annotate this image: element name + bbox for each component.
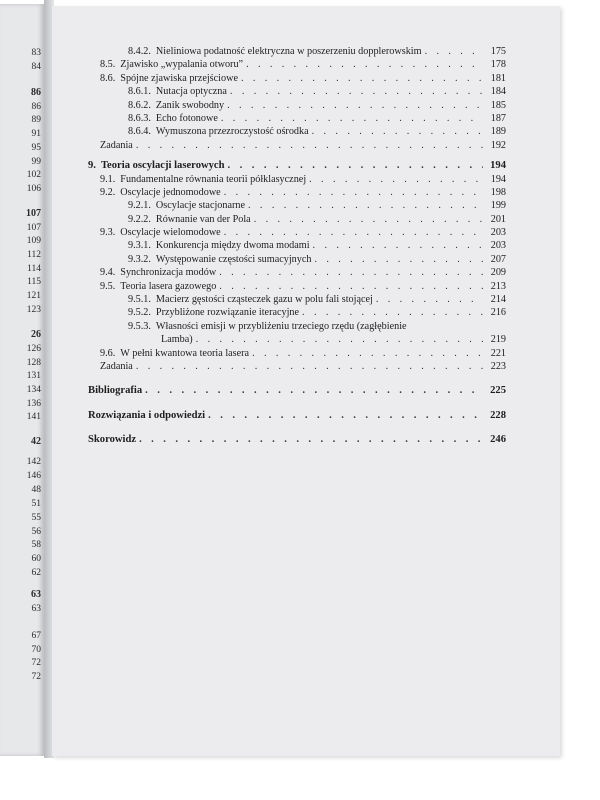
left-page-number: 107 xyxy=(26,208,41,219)
dot-leader xyxy=(252,348,483,359)
entry-page: 207 xyxy=(490,253,506,265)
entry-page: 198 xyxy=(490,186,506,198)
left-page-number: 99 xyxy=(31,157,41,167)
dot-leader xyxy=(136,140,483,151)
entry-page: 201 xyxy=(490,213,506,225)
toc-entry xyxy=(88,187,506,200)
chapter-title: Skorowidz xyxy=(88,434,137,446)
entry-number: 8.6.4. xyxy=(128,126,151,138)
toc-entry xyxy=(88,321,506,334)
dot-leader xyxy=(246,59,483,70)
left-page-number: 58 xyxy=(31,540,41,550)
toc-entry xyxy=(88,227,506,240)
left-page-number: 83 xyxy=(31,48,41,58)
left-page-number: 84 xyxy=(31,62,41,72)
toc-entry xyxy=(88,73,506,86)
entry-page: 214 xyxy=(490,294,506,306)
entry-title: Konkurencja między dwoma modami xyxy=(155,240,310,252)
chapter-title: Rozwiązania i odpowiedzi xyxy=(88,409,206,421)
dot-leader xyxy=(376,294,483,305)
entry-title: Oscylacje wielomodowe xyxy=(120,227,221,239)
entry-title: Nutacja optyczna xyxy=(155,86,227,98)
entry-title: Występowanie częstości sumacyjnych xyxy=(155,253,312,265)
entry-page: 223 xyxy=(490,360,506,372)
dot-leader xyxy=(224,187,483,198)
left-page-number: 67 xyxy=(31,631,41,641)
entry-page: 219 xyxy=(490,334,506,346)
dot-leader xyxy=(309,174,483,185)
table-of-contents xyxy=(88,46,506,448)
chapter-page: 246 xyxy=(490,434,506,446)
left-page-number: 42 xyxy=(31,436,41,447)
left-page-number: 63 xyxy=(31,589,41,600)
left-page-number: 95 xyxy=(31,143,41,153)
chapter-page: 194 xyxy=(490,160,506,172)
dot-leader xyxy=(219,281,483,292)
left-page-number: 131 xyxy=(26,371,41,381)
left-page-number: 48 xyxy=(31,485,41,495)
entry-number: 9.3.2. xyxy=(128,253,151,265)
toc-entry xyxy=(88,59,506,72)
left-page-number: 86 xyxy=(31,87,41,98)
entry-page: 216 xyxy=(490,307,506,319)
entry-title: Macierz gęstości cząsteczek gazu w polu fali stojącej xyxy=(155,294,373,306)
entry-title: Synchronizacja modów xyxy=(120,267,217,279)
chapter-title: Teoria oscylacji laserowych xyxy=(100,160,225,172)
dot-leader xyxy=(145,385,483,396)
toc-chapter xyxy=(88,410,506,423)
entry-title: Echo fotonowe xyxy=(155,112,218,124)
toc-entry-continuation xyxy=(88,334,506,347)
dot-leader xyxy=(425,46,483,57)
toc-entry xyxy=(88,307,506,320)
dot-leader xyxy=(248,200,483,211)
chapter-page: 228 xyxy=(490,409,506,421)
entry-page: 221 xyxy=(490,347,506,359)
dot-leader xyxy=(219,267,483,278)
left-page-number: 55 xyxy=(31,513,41,523)
entry-page: 187 xyxy=(490,112,506,124)
entry-title: Teoria lasera gazowego xyxy=(120,280,217,292)
entry-page: 175 xyxy=(490,46,506,57)
entry-title-continuation: Lamba) xyxy=(161,334,193,346)
toc-entry xyxy=(88,267,506,280)
entry-page: 189 xyxy=(490,126,506,138)
dot-leader xyxy=(228,160,483,171)
left-page-number: 126 xyxy=(26,344,41,354)
entry-number: 9.3.1. xyxy=(128,240,151,252)
left-page-number: 121 xyxy=(26,291,41,301)
toc-entry xyxy=(88,361,506,374)
entry-number: 9.2.1. xyxy=(128,200,151,212)
left-facing-page xyxy=(0,4,44,756)
entry-page: 181 xyxy=(490,72,506,84)
left-page-number: 91 xyxy=(31,129,41,139)
entry-number: 8.6.2. xyxy=(128,99,151,111)
dot-leader xyxy=(241,73,483,84)
entry-number: 9.5.1. xyxy=(128,294,151,306)
left-page-number: 142 xyxy=(26,457,41,467)
toc-entry xyxy=(88,100,506,113)
entry-number: 9.5. xyxy=(100,280,116,292)
chapter-title: Bibliografia xyxy=(88,385,143,397)
left-page-number: 51 xyxy=(31,499,41,509)
toc-chapter xyxy=(88,385,506,398)
left-page-number: 141 xyxy=(26,412,41,422)
dot-leader xyxy=(314,254,483,265)
left-page-number: 109 xyxy=(26,236,41,246)
left-page-number: 60 xyxy=(31,554,41,564)
left-page-number: 86 xyxy=(31,102,41,112)
left-page-number: 72 xyxy=(31,658,41,668)
left-page-number: 106 xyxy=(26,184,41,194)
left-page-number: 115 xyxy=(27,277,41,287)
entry-number: 9.5.2. xyxy=(128,307,151,319)
left-page-number: 107 xyxy=(26,223,41,233)
entry-title: Własności emisji w przybliżeniu trzeciego rzędu (zagłębienie xyxy=(155,320,407,332)
toc-entry xyxy=(88,113,506,126)
table-of-contents-page xyxy=(52,6,560,756)
entry-number: 8.5. xyxy=(100,59,116,71)
left-page-number: 114 xyxy=(27,264,41,274)
entry-title: Zadania xyxy=(100,360,133,372)
dot-leader xyxy=(227,100,483,111)
toc-entry xyxy=(88,174,506,187)
left-page-number: 136 xyxy=(26,399,41,409)
dot-leader xyxy=(312,126,483,137)
dot-leader xyxy=(221,113,483,124)
toc-chapter xyxy=(88,160,506,173)
entry-title: Spójne zjawiska przejściowe xyxy=(120,72,238,84)
dot-leader xyxy=(313,240,483,251)
toc-entry xyxy=(88,240,506,253)
entry-number: 9.6. xyxy=(100,347,116,359)
entry-title: Wymuszona przezroczystość ośrodka xyxy=(155,126,309,138)
toc-chapter xyxy=(88,434,506,447)
chapter-page: 225 xyxy=(490,385,506,397)
left-page-number: 72 xyxy=(31,672,41,682)
entry-page: 199 xyxy=(490,200,506,212)
toc-entry xyxy=(88,348,506,361)
toc-entry xyxy=(88,214,506,227)
left-page-number: 128 xyxy=(26,358,41,368)
entry-title: Zanik swobodny xyxy=(155,99,225,111)
chapter-number: 9. xyxy=(88,160,96,172)
dot-leader xyxy=(196,334,483,345)
toc-entry xyxy=(88,140,506,153)
left-page-number: 102 xyxy=(26,170,41,180)
left-page-number: 62 xyxy=(31,568,41,578)
entry-page: 185 xyxy=(490,99,506,111)
left-page-number: 123 xyxy=(26,305,41,315)
left-page-number: 112 xyxy=(27,250,41,260)
toc-entry xyxy=(88,254,506,267)
entry-number: 9.2. xyxy=(100,186,116,198)
dot-leader xyxy=(208,410,483,421)
entry-title: Oscylacje jednomodowe xyxy=(120,186,221,198)
dot-leader xyxy=(224,227,483,238)
entry-number: 9.2.2. xyxy=(128,213,151,225)
left-page-number: 63 xyxy=(31,604,41,614)
dot-leader xyxy=(230,86,483,97)
dot-leader xyxy=(254,214,483,225)
entry-page: 194 xyxy=(490,173,506,185)
entry-page: 184 xyxy=(490,86,506,98)
entry-number: 9.4. xyxy=(100,267,116,279)
toc-entry xyxy=(88,200,506,213)
entry-title: Nieliniowa podatność elektryczna w poszerzeniu dopplerowskim xyxy=(155,46,422,57)
entry-number: 8.6.3. xyxy=(128,112,151,124)
entry-number: 8.6. xyxy=(100,72,116,84)
entry-page: 203 xyxy=(490,240,506,252)
entry-title: Zadania xyxy=(100,139,133,151)
entry-page: 192 xyxy=(490,139,506,151)
entry-number: 8.4.2. xyxy=(128,46,151,57)
entry-title: Przybliżone rozwiązanie iteracyjne xyxy=(155,307,300,319)
toc-entry xyxy=(88,46,506,59)
toc-entry xyxy=(88,281,506,294)
entry-title: Oscylacje stacjonarne xyxy=(155,200,246,212)
entry-title: Równanie van der Pola xyxy=(155,213,251,225)
left-page-number: 26 xyxy=(31,329,41,340)
left-page-number: 134 xyxy=(26,385,41,395)
dot-leader xyxy=(136,361,483,372)
entry-page: 178 xyxy=(490,59,506,71)
entry-number: 8.6.1. xyxy=(128,86,151,98)
left-page-number: 56 xyxy=(31,527,41,537)
left-page-number: 70 xyxy=(31,645,41,655)
toc-entry xyxy=(88,294,506,307)
entry-number: 9.5.3. xyxy=(128,320,151,332)
dot-leader xyxy=(302,307,483,318)
entry-page: 213 xyxy=(490,280,506,292)
left-page-number: 89 xyxy=(31,115,41,125)
entry-title: W pełni kwantowa teoria lasera xyxy=(120,347,250,359)
toc-entry xyxy=(88,86,506,99)
entry-page: 203 xyxy=(490,227,506,239)
left-page-number: 146 xyxy=(26,471,41,481)
toc-entry xyxy=(88,126,506,139)
entry-number: 9.3. xyxy=(100,227,116,239)
dot-leader xyxy=(139,434,483,445)
entry-number: 9.1. xyxy=(100,173,116,185)
entry-title: Zjawisko „wypalania otworu” xyxy=(120,59,244,71)
entry-title: Fundamentalne równania teorii półklasycznej xyxy=(120,173,307,185)
entry-page: 209 xyxy=(490,267,506,279)
